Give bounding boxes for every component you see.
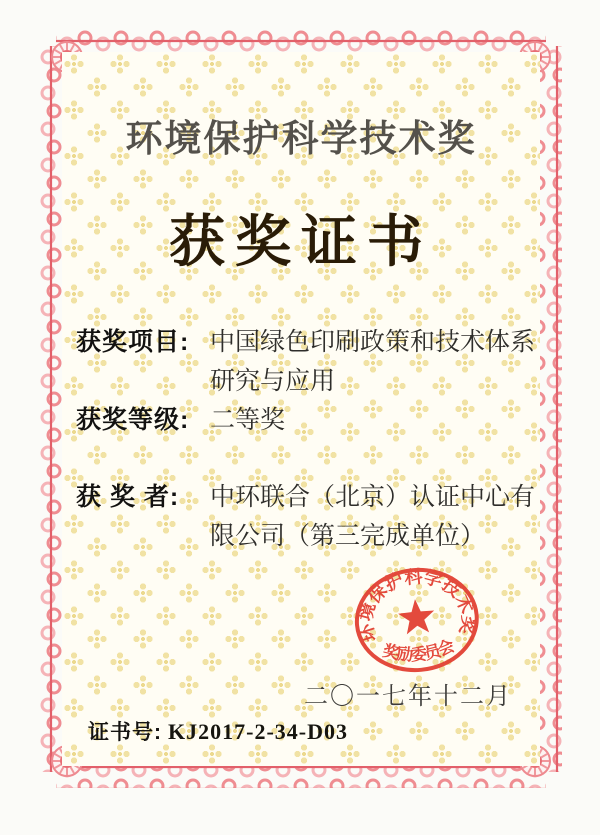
- field-value: 二等奖: [210, 407, 286, 434]
- seal-bottom-text: 奖励委员会: [380, 636, 458, 665]
- certificate-number-label: 证书号:: [88, 721, 162, 744]
- certificate-number-row: [88, 716, 348, 746]
- award-title: 环境保护科学技术奖: [125, 119, 477, 160]
- certificate-frame: [40, 30, 562, 788]
- seal-stamp: [345, 560, 488, 683]
- star-icon: [397, 598, 436, 635]
- field-value: 中环联合（北京）认证中心有限公司（第三完成单位）: [210, 484, 536, 550]
- award-fields: [76, 323, 540, 556]
- certificate-number-value: KJ2017-2-34-D03: [168, 719, 348, 744]
- certificate-paper: [62, 52, 540, 766]
- field-label: 获 奖 者:: [76, 483, 180, 511]
- field-value: 中国绿色印刷政策和技术体系研究与应用: [210, 329, 536, 395]
- field-label: 获奖等级:: [76, 406, 190, 434]
- field-award-grade: [76, 401, 540, 440]
- seal-arc-text: 环境保护科学技术奖: [355, 566, 479, 645]
- field-label: 获奖项目:: [76, 328, 190, 356]
- document-title: 获奖证书: [169, 212, 433, 274]
- award-date: 二〇一七年十二月: [304, 683, 512, 710]
- field-award-project: [76, 323, 540, 401]
- field-award-winner: [76, 478, 540, 556]
